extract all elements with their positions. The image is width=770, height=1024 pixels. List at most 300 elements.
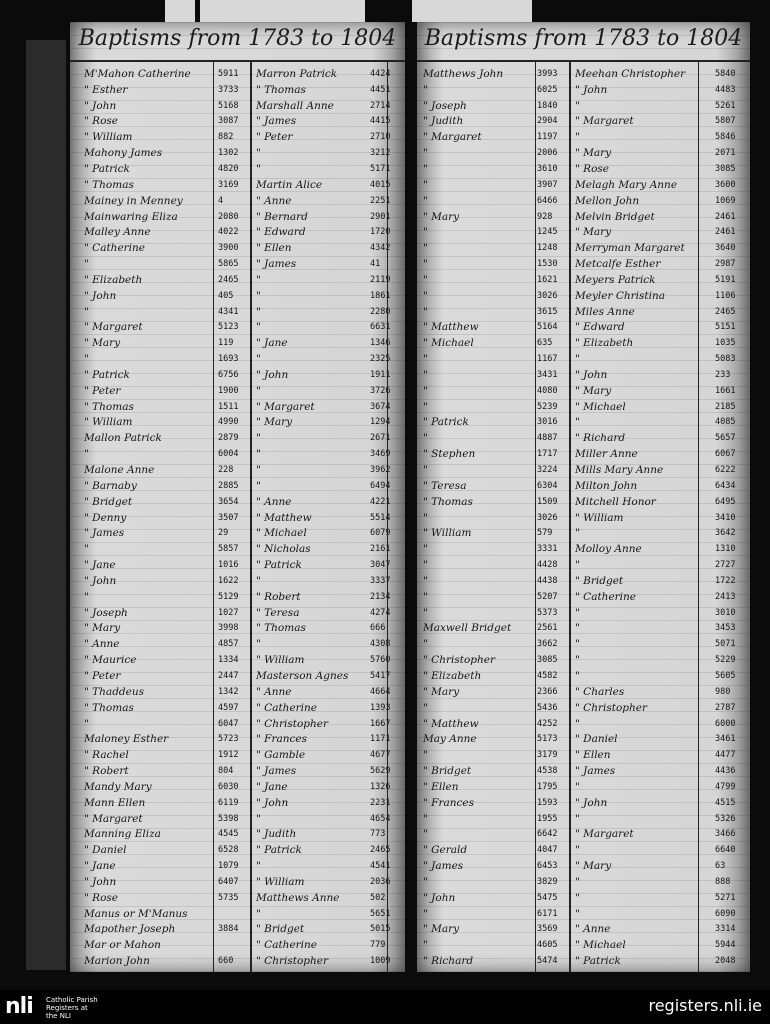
register-entry xyxy=(423,335,569,351)
entry-number: 4341 xyxy=(218,306,239,317)
entry-name: " John xyxy=(256,796,289,809)
register-entry xyxy=(84,827,250,843)
entry-name: " Judith xyxy=(256,828,297,841)
register-entry xyxy=(423,795,569,811)
register-entry xyxy=(256,415,402,431)
entry-name: " xyxy=(423,939,428,952)
entry-number: 1840 xyxy=(537,100,558,111)
register-entry xyxy=(575,652,747,668)
entry-name: Mills Mary Anne xyxy=(575,464,664,477)
register-entry xyxy=(84,589,250,605)
register-entry xyxy=(256,716,402,732)
entry-name: " Bridget xyxy=(575,574,624,587)
entry-number: 5326 xyxy=(715,813,736,824)
entry-name: " xyxy=(575,131,580,144)
register-entry xyxy=(423,240,569,256)
entry-number: 4047 xyxy=(537,845,558,856)
register-entry xyxy=(256,98,402,114)
margin-strip xyxy=(26,40,66,970)
register-entry xyxy=(84,304,250,320)
entry-number: 3410 xyxy=(715,512,736,523)
entry-name: " Michael xyxy=(575,400,626,413)
register-entry xyxy=(84,177,250,193)
entry-name: " John xyxy=(423,891,456,904)
entry-name: Metcalfe Esther xyxy=(575,258,661,271)
nli-logo[interactable]: nli xyxy=(5,994,33,1019)
entry-name: Maxwell Bridget xyxy=(423,622,512,635)
entry-name: " xyxy=(575,907,580,920)
entry-name: Manus or M'Manus xyxy=(84,907,188,920)
entry-name: " xyxy=(423,242,428,255)
register-entry xyxy=(423,763,569,779)
entry-number: 5605 xyxy=(715,670,736,681)
register-entry xyxy=(256,874,402,890)
entry-number: 5944 xyxy=(715,940,736,951)
entry-number: 3829 xyxy=(537,876,558,887)
register-entry xyxy=(84,668,250,684)
entry-name: Matthews Anne xyxy=(256,891,340,904)
register-entry xyxy=(575,320,747,336)
entry-name: " xyxy=(575,622,580,635)
entry-number: 6494 xyxy=(370,480,391,491)
entry-name: " Thomas xyxy=(256,622,306,635)
register-entry xyxy=(575,858,747,874)
entry-name: " Margaret xyxy=(256,400,315,413)
register-entry xyxy=(423,224,569,240)
entry-number: 2036 xyxy=(370,876,391,887)
entry-name xyxy=(575,971,715,972)
entry-name: " xyxy=(575,638,580,651)
entry-number: 3085 xyxy=(715,163,736,174)
entry-number: 6090 xyxy=(715,908,736,919)
entry-name: " James xyxy=(423,860,464,873)
entry-number: 5629 xyxy=(370,766,391,777)
register-entry xyxy=(256,731,402,747)
entry-number: 1027 xyxy=(218,607,239,618)
register-entry xyxy=(575,494,747,510)
register-entry xyxy=(256,224,402,240)
register-entry xyxy=(84,478,250,494)
entry-number: 5436 xyxy=(537,702,558,713)
register-entry xyxy=(256,304,402,320)
register-entry xyxy=(423,969,569,972)
entry-number: 1302 xyxy=(218,148,239,159)
entry-name: " Mary xyxy=(84,337,121,350)
entry-number: 2280 xyxy=(370,306,391,317)
register-entry xyxy=(256,795,402,811)
entry-name: " Matthew xyxy=(423,321,479,334)
register-entry xyxy=(256,763,402,779)
entry-number: 4664 xyxy=(370,686,391,697)
entry-name: " John xyxy=(84,289,117,302)
right-page-title: Baptisms from 1783 to 1804 xyxy=(424,26,743,51)
register-entry xyxy=(423,98,569,114)
right-page xyxy=(417,22,750,972)
entry-name: " Margaret xyxy=(84,812,143,825)
entry-name: Marion John xyxy=(84,955,150,968)
entry-name: Malone Anne xyxy=(84,464,155,477)
entry-name: " xyxy=(423,368,428,381)
entry-name: " Michael xyxy=(575,939,626,952)
register-entry xyxy=(423,605,569,621)
entry-name: " Jane xyxy=(84,860,116,873)
entry-name: Marron Patrick xyxy=(256,67,338,80)
entry-name: " Stephen xyxy=(423,448,476,461)
entry-number: 1720 xyxy=(370,227,391,238)
entry-name: " Peter xyxy=(84,669,121,682)
entry-number: 888 xyxy=(715,876,731,887)
entry-name: " Denny xyxy=(84,511,127,524)
entry-number: 6004 xyxy=(218,449,239,460)
entry-number: 3507 xyxy=(218,512,239,523)
register-entry xyxy=(575,573,747,589)
column-rule xyxy=(569,62,571,972)
register-entry xyxy=(423,747,569,763)
entry-number: 1912 xyxy=(218,750,239,761)
entry-name: " xyxy=(256,907,261,920)
entry-number: 2710 xyxy=(370,132,391,143)
header-rule xyxy=(70,60,405,62)
entry-name: " Anne xyxy=(256,685,292,698)
register-entry xyxy=(423,652,569,668)
entry-number: 6756 xyxy=(218,369,239,380)
entry-number: 882 xyxy=(218,132,234,143)
index-column xyxy=(84,66,250,972)
entry-number: 4274 xyxy=(370,607,391,618)
entry-number: 1900 xyxy=(218,385,239,396)
entry-number: 2885 xyxy=(218,480,239,491)
register-entry xyxy=(84,351,250,367)
entry-number: 2987 xyxy=(715,259,736,270)
entry-number: 928 xyxy=(537,211,553,222)
entry-number: 2465 xyxy=(715,306,736,317)
entry-name: " Bridget xyxy=(256,923,305,936)
entry-number: 5657 xyxy=(715,433,736,444)
entry-number: 2119 xyxy=(370,274,391,285)
entry-name: " Thomas xyxy=(423,495,473,508)
entry-number: 5373 xyxy=(537,607,558,618)
entry-number: 6047 xyxy=(218,718,239,729)
entry-name: " xyxy=(423,432,428,445)
register-entry xyxy=(575,716,747,732)
entry-number: 4887 xyxy=(537,433,558,444)
entry-number: 5840 xyxy=(715,68,736,79)
register-entry xyxy=(84,209,250,225)
entry-number: 119 xyxy=(218,338,234,349)
entry-name: " Maurice xyxy=(84,654,137,667)
entry-name: Melagh Mary Anne xyxy=(575,178,678,191)
register-entry xyxy=(423,890,569,906)
entry-number: 6119 xyxy=(218,797,239,808)
register-entry xyxy=(575,842,747,858)
entry-number: 3179 xyxy=(537,750,558,761)
entry-number: 3726 xyxy=(370,385,391,396)
register-entry xyxy=(423,953,569,969)
entry-number: 3569 xyxy=(537,924,558,935)
entry-name: " xyxy=(423,749,428,762)
register-entry xyxy=(423,193,569,209)
entry-name xyxy=(84,971,218,972)
register-entry xyxy=(256,906,402,922)
register-entry xyxy=(575,636,747,652)
register-entry xyxy=(256,399,402,415)
entry-name: Mainwaring Eliza xyxy=(84,210,178,223)
entry-name: " xyxy=(423,812,428,825)
entry-number: 980 xyxy=(715,686,731,697)
entry-number: 3615 xyxy=(537,306,558,317)
entry-name: " xyxy=(423,273,428,286)
register-entry xyxy=(575,621,747,637)
entry-number: 2447 xyxy=(218,670,239,681)
entry-number: 1667 xyxy=(370,718,391,729)
entry-number: 3662 xyxy=(537,639,558,650)
entry-name: Masterson Agnes xyxy=(256,669,349,682)
register-entry xyxy=(84,129,250,145)
entry-name: " James xyxy=(256,765,297,778)
entry-number: 4483 xyxy=(715,84,736,95)
entry-name: " xyxy=(575,559,580,572)
entry-name: " Mary xyxy=(423,210,460,223)
register-entry xyxy=(423,145,569,161)
entry-number: 4252 xyxy=(537,718,558,729)
entry-name: " Daniel xyxy=(575,733,618,746)
logo-caption: Catholic Parish Registers at the NLI xyxy=(46,996,98,1020)
entry-name: " Thomas xyxy=(84,178,134,191)
entry-name: " xyxy=(423,590,428,603)
register-entry xyxy=(423,937,569,953)
register-entry xyxy=(256,82,402,98)
register-entry xyxy=(84,66,250,82)
register-entry xyxy=(256,953,402,969)
entry-name: " xyxy=(575,669,580,682)
register-entry xyxy=(256,351,402,367)
entry-number: 1167 xyxy=(537,354,558,365)
register-entry xyxy=(84,367,250,383)
entry-name: " xyxy=(423,511,428,524)
register-entry xyxy=(256,605,402,621)
entry-name: " xyxy=(84,717,89,730)
entry-number: 2904 xyxy=(537,116,558,127)
entry-number: 2134 xyxy=(370,591,391,602)
register-entry xyxy=(256,652,402,668)
entry-number: 4428 xyxy=(537,560,558,571)
entry-number: 4582 xyxy=(537,670,558,681)
register-entry xyxy=(84,779,250,795)
register-entry xyxy=(84,811,250,827)
register-entry xyxy=(84,510,250,526)
entry-number: 4451 xyxy=(370,84,391,95)
entry-number: 3087 xyxy=(218,116,239,127)
entry-name: " Edward xyxy=(575,321,625,334)
entry-number: 804 xyxy=(218,766,234,777)
entry-number: 6528 xyxy=(218,845,239,856)
register-entry xyxy=(575,82,747,98)
entry-number: 2901 xyxy=(370,211,391,222)
register-entry xyxy=(256,272,402,288)
entry-name: " Catherine xyxy=(575,590,637,603)
register-entry xyxy=(423,446,569,462)
entry-number: 5083 xyxy=(715,354,736,365)
entry-number: 5475 xyxy=(537,892,558,903)
page-tab xyxy=(165,0,195,22)
register-entry xyxy=(84,953,250,969)
entry-name: " Jane xyxy=(256,337,288,350)
register-entry xyxy=(84,573,250,589)
register-entry xyxy=(84,731,250,747)
register-entry xyxy=(575,700,747,716)
register-entry xyxy=(256,320,402,336)
entry-number: 1717 xyxy=(537,449,558,460)
register-entry xyxy=(423,399,569,415)
entry-number: 4015 xyxy=(370,179,391,190)
entry-name: " xyxy=(256,321,261,334)
entry-name: " Catherine xyxy=(256,939,318,952)
entry-name: " xyxy=(256,432,261,445)
entry-name: Mallon Patrick xyxy=(84,432,162,445)
register-entry xyxy=(256,256,402,272)
register-entry xyxy=(84,969,250,972)
register-entry xyxy=(423,383,569,399)
entry-name: " William xyxy=(423,527,472,540)
left-page-title: Baptisms from 1783 to 1804 xyxy=(78,26,397,51)
register-entry xyxy=(423,256,569,272)
entry-name: Malley Anne xyxy=(84,226,151,239)
entry-number: 3337 xyxy=(370,575,391,586)
entry-name: " John xyxy=(575,83,608,96)
entry-name: " xyxy=(423,574,428,587)
register-entry xyxy=(84,114,250,130)
entry-number: 1342 xyxy=(218,686,239,697)
register-entry xyxy=(84,557,250,573)
entry-name: " Bridget xyxy=(423,765,472,778)
entry-name: Manning Eliza xyxy=(84,828,161,841)
entry-number: 2071 xyxy=(715,148,736,159)
register-entry xyxy=(256,288,402,304)
entry-name: " xyxy=(256,353,261,366)
entry-number: 5261 xyxy=(715,100,736,111)
entry-number: 2161 xyxy=(370,544,391,555)
register-entry xyxy=(256,525,402,541)
entry-number: 1530 xyxy=(537,259,558,270)
entry-name: " xyxy=(575,780,580,793)
entry-number: 1016 xyxy=(218,560,239,571)
register-entry xyxy=(256,842,402,858)
entry-number: 29 xyxy=(218,528,229,539)
entry-number: 1079 xyxy=(218,861,239,872)
column-rule xyxy=(250,62,252,972)
entry-number: 2787 xyxy=(715,702,736,713)
register-entry xyxy=(84,82,250,98)
register-entry xyxy=(256,937,402,953)
entry-name: " xyxy=(423,353,428,366)
entry-number: 1197 xyxy=(537,132,558,143)
entry-number: 1393 xyxy=(370,702,391,713)
entry-number: 2006 xyxy=(537,148,558,159)
register-entry xyxy=(423,82,569,98)
register-entry xyxy=(423,272,569,288)
entry-name: " Gerald xyxy=(423,844,468,857)
entry-number: 1248 xyxy=(537,243,558,254)
entry-number: 6171 xyxy=(537,908,558,919)
entry-number: 773 xyxy=(370,829,386,840)
register-entry xyxy=(84,541,250,557)
register-entry xyxy=(575,953,747,969)
entry-name xyxy=(423,971,537,972)
register-entry xyxy=(575,177,747,193)
register-entry xyxy=(575,747,747,763)
entry-number: 405 xyxy=(218,290,234,301)
entry-number: 1106 xyxy=(715,290,736,301)
entry-number: 6067 xyxy=(715,449,736,460)
entry-number: 5807 xyxy=(715,116,736,127)
entry-name: " xyxy=(423,147,428,160)
entry-number: 3900 xyxy=(218,243,239,254)
register-entry xyxy=(423,525,569,541)
entry-name: " John xyxy=(84,99,117,112)
entry-number: 5071 xyxy=(715,639,736,650)
register-entry xyxy=(575,874,747,890)
entry-name: Melvin Bridget xyxy=(575,210,655,223)
register-entry xyxy=(423,636,569,652)
entry-name: " Robert xyxy=(84,765,129,778)
entry-number: 1069 xyxy=(715,195,736,206)
entry-name: " Jane xyxy=(256,780,288,793)
header-rule xyxy=(417,60,750,62)
register-entry xyxy=(423,320,569,336)
register-entry xyxy=(84,605,250,621)
entry-number: 4857 xyxy=(218,639,239,650)
entry-number: 4022 xyxy=(218,227,239,238)
entry-name: " Patrick xyxy=(256,559,302,572)
entry-name: Meehan Christopher xyxy=(575,67,686,80)
register-entry xyxy=(575,779,747,795)
entry-name: " Christopher xyxy=(575,701,647,714)
entry-name: " Teresa xyxy=(256,606,300,619)
entry-name: " xyxy=(256,289,261,302)
entry-name: " xyxy=(575,99,580,112)
entry-number: 5651 xyxy=(370,908,391,919)
register-entry xyxy=(423,557,569,573)
entry-name: Mainey in Menney xyxy=(84,194,183,207)
index-column xyxy=(575,66,747,972)
entry-number: 2879 xyxy=(218,433,239,444)
register-entry xyxy=(423,430,569,446)
register-entry xyxy=(575,811,747,827)
register-entry xyxy=(84,462,250,478)
register-entry xyxy=(256,129,402,145)
register-entry xyxy=(575,240,747,256)
register-entry xyxy=(84,795,250,811)
register-entry xyxy=(575,731,747,747)
register-entry xyxy=(256,922,402,938)
entry-name: " xyxy=(423,875,428,888)
register-entry xyxy=(575,906,747,922)
entry-name: Mellon John xyxy=(575,194,640,207)
register-entry xyxy=(575,415,747,431)
entry-name: " Matthew xyxy=(256,511,312,524)
entry-name: " xyxy=(575,844,580,857)
register-entry xyxy=(575,367,747,383)
entry-number: 1511 xyxy=(218,401,239,412)
entry-number: 4820 xyxy=(218,163,239,174)
entry-number: 779 xyxy=(370,940,386,951)
entry-name: " Robert xyxy=(256,590,301,603)
entry-number: 3453 xyxy=(715,623,736,634)
register-entry xyxy=(84,922,250,938)
entry-name: " xyxy=(575,875,580,888)
register-entry xyxy=(575,525,747,541)
site-link[interactable]: registers.nli.ie xyxy=(648,996,762,1015)
